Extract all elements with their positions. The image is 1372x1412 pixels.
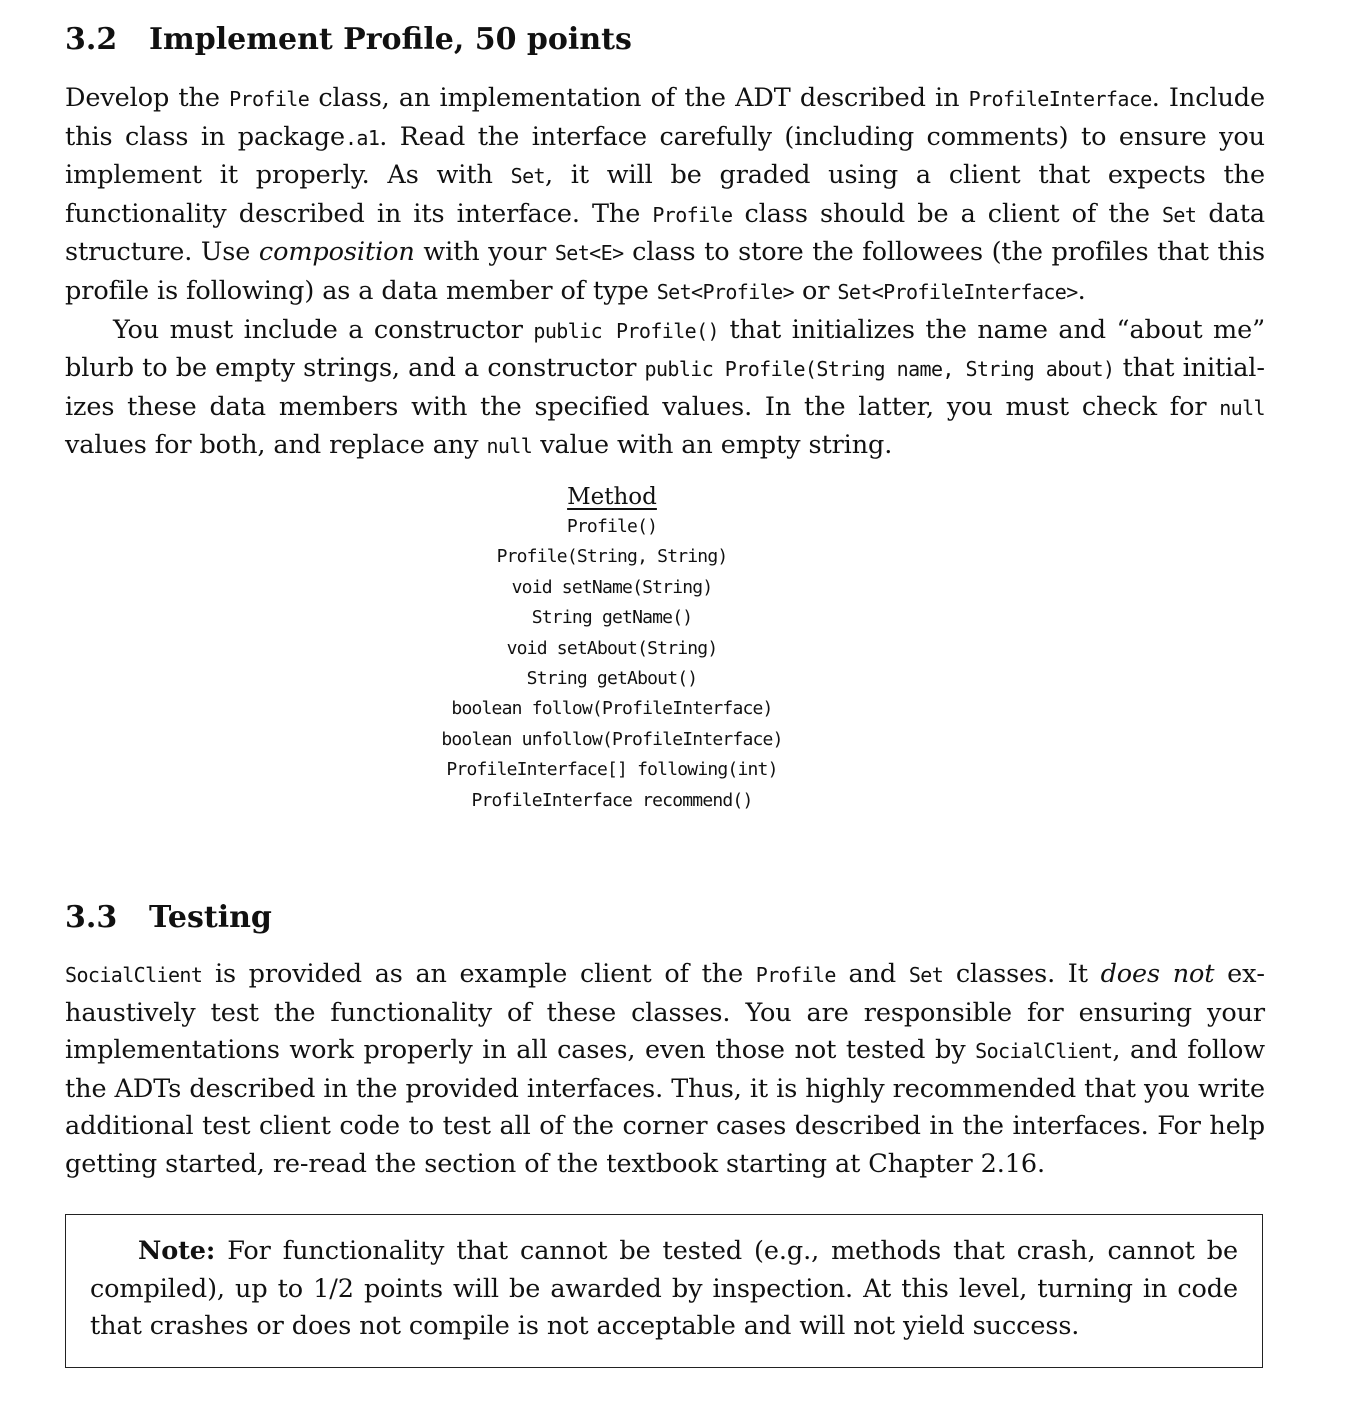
section-3-3-heading <box>65 896 272 940</box>
section-3-2-body <box>65 80 1265 466</box>
text-run: . <box>1077 275 1086 306</box>
code-run: SocialClient <box>975 1039 1113 1064</box>
text-run: . Read the interface carefully (including comments) to ensure you implement it properly. As with <box>65 121 1265 191</box>
method-row: ProfileInterface recommend() <box>471 789 753 811</box>
text-run: class to store the followees (the profiles that this profile is following) as a data member of type <box>65 237 1266 306</box>
code-run: null <box>486 434 533 459</box>
code-run: Set<E> <box>554 241 624 266</box>
text-run: and <box>835 959 909 989</box>
method-row: String getAbout() <box>526 668 698 690</box>
code-run: null <box>1219 395 1265 420</box>
section-number: 3.3 <box>65 900 118 935</box>
method-row: Profile() <box>566 516 658 537</box>
text-run: is provided as an example client of the <box>202 959 756 989</box>
code-run: SocialClient <box>65 963 203 987</box>
text-run: with your <box>414 237 555 268</box>
note-text <box>90 1233 1238 1346</box>
code-run: .a1 <box>344 125 380 150</box>
section-title: Implement Profile, 50 points <box>149 22 632 57</box>
text-run: class should be a client of the <box>732 198 1162 229</box>
text-run: , it will be graded using a client that expects the functionality described in its interface. The <box>65 160 1265 229</box>
note-label: Note: <box>138 1236 216 1266</box>
method-table-header: Method <box>567 484 657 510</box>
method-row: boolean unfollow(ProfileInterface) <box>441 728 783 750</box>
text-run: value with an empty string. <box>532 430 893 461</box>
text-run: Develop the <box>65 83 230 113</box>
code-run: ProfileInterface <box>968 87 1152 111</box>
method-row: String getName() <box>531 607 693 629</box>
method-table <box>65 482 1159 816</box>
code-run: Set<ProfileInterface> <box>837 279 1078 304</box>
code-run: Set <box>510 164 545 189</box>
code-run: Profile <box>652 202 733 227</box>
paragraph-constructors <box>65 312 1265 466</box>
method-row: ProfileInterface[] following(int) <box>446 759 778 781</box>
section-3-3-body <box>65 956 1265 1184</box>
text-run: values for both, and replace any <box>65 430 487 461</box>
code-run: Set<Profile> <box>656 279 795 304</box>
code-run: Set <box>908 963 944 987</box>
text-run: , and follow the ADTs described in the provided interfaces. Thus, it is highly recommended that you write additional test client code to test all of the corner cases described in the interfaces. For help getting started, re-read the section of the textbook starting at Chapter 2.16. <box>65 1035 1265 1179</box>
text-run: class, an implementation of the ADT described in <box>309 83 969 113</box>
emphasis-run: composition <box>258 237 415 268</box>
method-row: Profile(String, String) <box>496 546 728 568</box>
text-run: exhaustively test the functionality of these classes. You are responsible for ensuring your implementations work properly in all cases, even those not tested by <box>65 959 1265 1066</box>
section-title: Testing <box>149 900 272 935</box>
text-run: . Include this class in package <box>65 83 1265 152</box>
code-run: public Profile(String name, String about) <box>644 357 1115 382</box>
text-run: that initializes the name and “about me” blurb to be empty strings, and a constructor <box>65 314 1266 384</box>
text-run: that initializes these data members with the specified values. In the latter, you must check for <box>65 353 1265 422</box>
section-3-2-heading <box>65 18 632 62</box>
code-run: Profile <box>755 963 836 987</box>
text-run: You must include a constructor <box>113 314 534 345</box>
text-run: classes. It <box>943 959 1101 989</box>
paragraph-profile-class <box>65 80 1265 312</box>
code-run: public Profile() <box>533 318 719 343</box>
code-run: Set <box>1161 202 1197 227</box>
method-row: void setAbout(String) <box>506 637 718 659</box>
emphasis-run: does not <box>1100 959 1215 989</box>
text-run: or <box>794 275 838 306</box>
paragraph-testing <box>65 956 1265 1184</box>
text-run: For functionality that cannot be tested (e.g., methods that crash, cannot be compiled), up to 1/2 points will be awarded by inspection. At this level, turning in code that crashes or does not compile is not acceptable and will not yield success. <box>90 1236 1238 1342</box>
note-box <box>65 1214 1263 1368</box>
text-run: data structure. Use <box>65 198 1265 268</box>
method-row: boolean follow(ProfileInterface) <box>451 698 773 720</box>
section-number: 3.2 <box>65 22 118 57</box>
method-row: void setName(String) <box>511 576 713 598</box>
code-run: Profile <box>229 87 310 111</box>
